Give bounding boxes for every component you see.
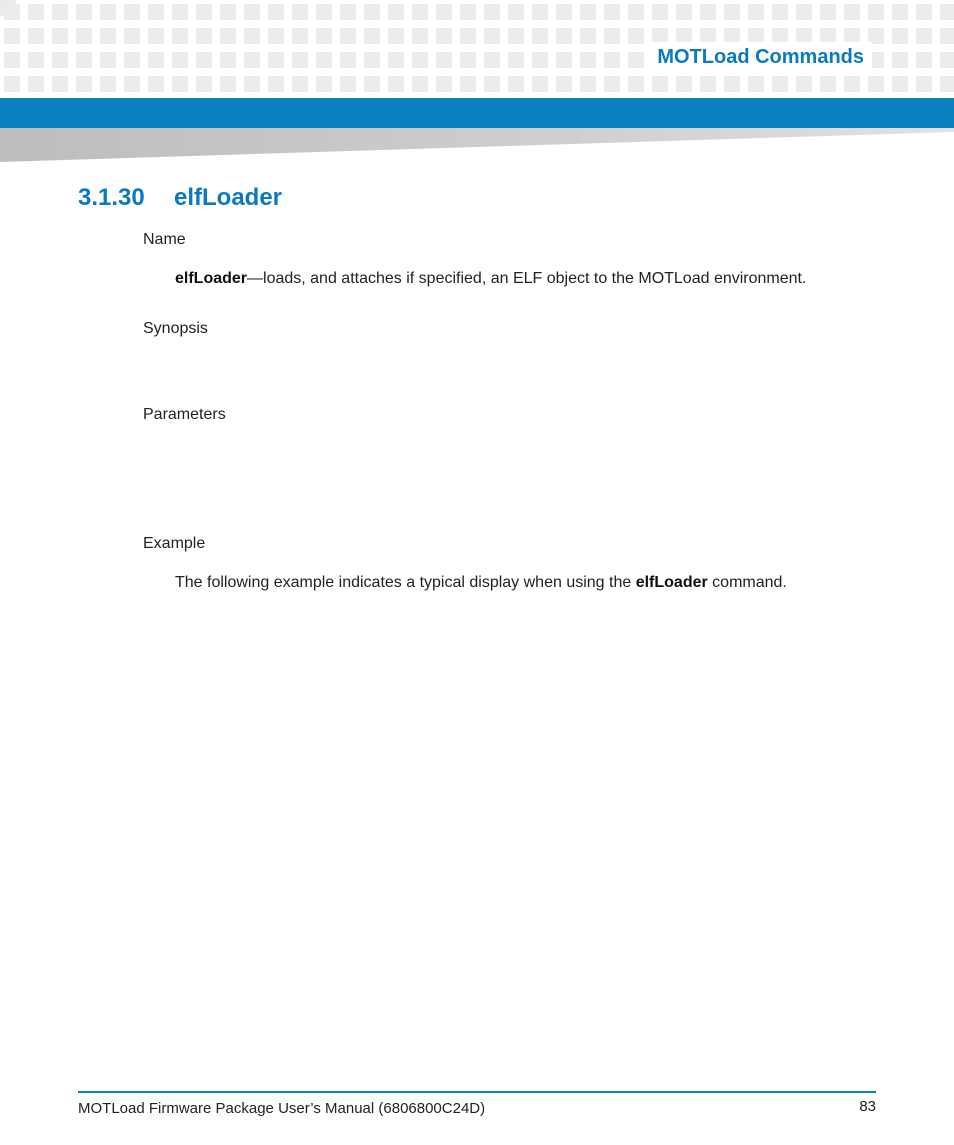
name-label: Name (143, 231, 186, 248)
example-text-before: The following example indicates a typical display when using the (175, 574, 636, 591)
footer-manual-title: MOTLoad Firmware Package User’s Manual (6806800C24D) (78, 1100, 486, 1117)
synopsis-label: Synopsis (143, 320, 208, 337)
header-blue-band (0, 98, 954, 128)
name-description-text: —loads, and attaches if specified, an ELF object to the MOTLoad environment. (247, 270, 807, 287)
example-description (175, 572, 787, 594)
header-gray-wedge (0, 128, 954, 164)
example-text-after: command. (707, 574, 787, 591)
name-description (175, 268, 806, 290)
parameters-label: Parameters (143, 406, 226, 423)
running-header-title: MOTLoad Commands (647, 42, 872, 72)
example-command: elfLoader (635, 574, 708, 591)
section-heading (78, 182, 282, 214)
example-label: Example (143, 535, 206, 552)
name-command: elfLoader (175, 270, 248, 287)
section-number: 3.1.30 (78, 184, 145, 211)
footer-page-number: 83 (859, 1098, 876, 1115)
section-title: elfLoader (174, 184, 283, 211)
footer-rule (78, 1091, 876, 1093)
